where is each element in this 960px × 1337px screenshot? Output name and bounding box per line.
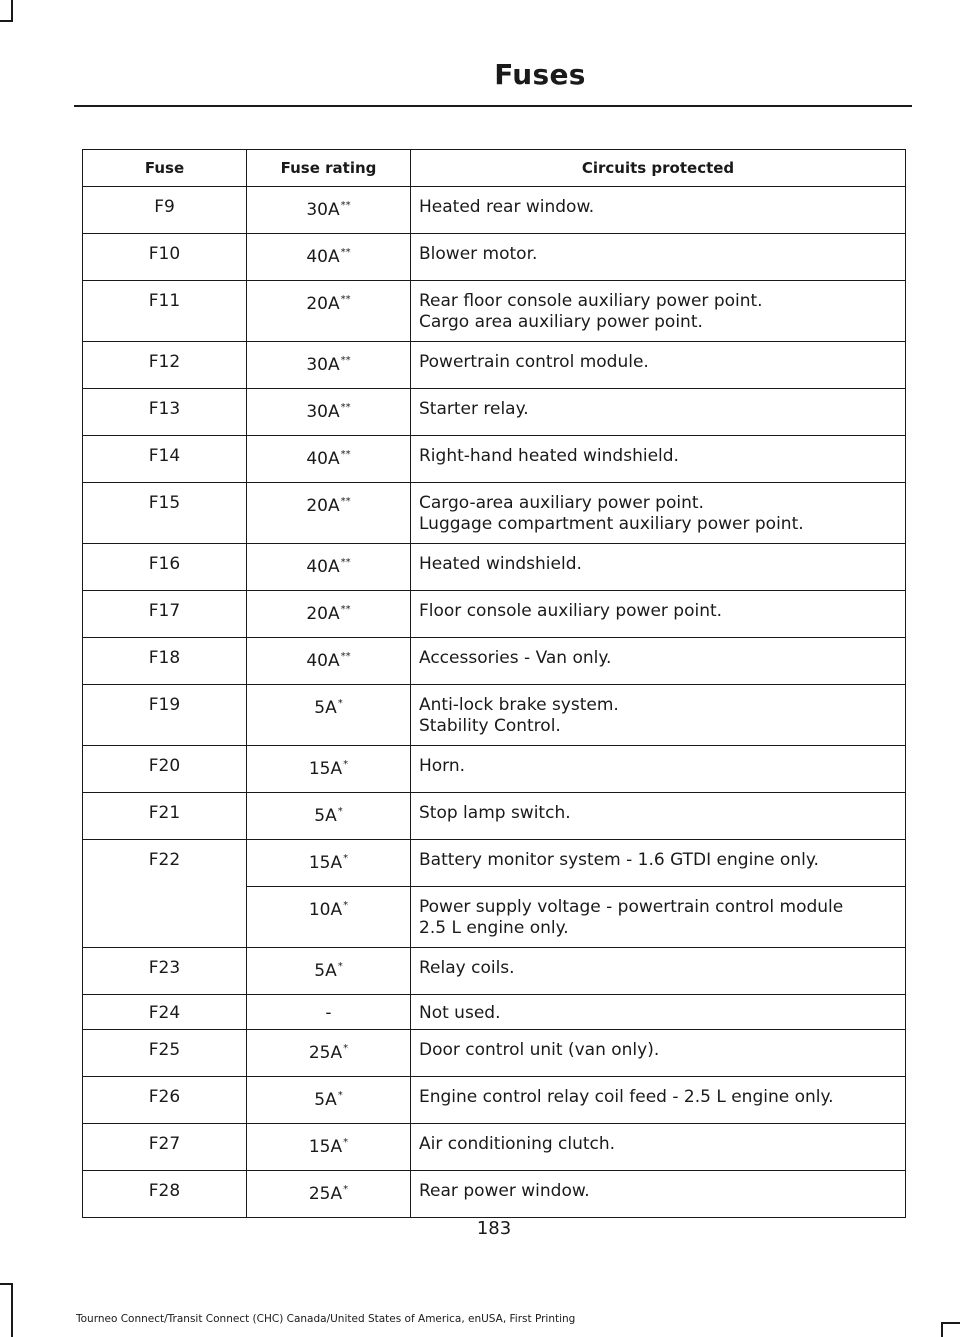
fuse-cell: F20 xyxy=(83,746,247,793)
fuse-rating-cell xyxy=(247,1030,411,1077)
fuse-rating-value: 25A xyxy=(308,1043,343,1063)
circuits-protected-cell xyxy=(411,234,906,281)
fuse-rating-value: 30A xyxy=(306,355,340,375)
fuse-rating-value: 30A xyxy=(306,200,340,220)
circuits-protected-cell xyxy=(411,840,906,887)
title-divider xyxy=(74,105,912,107)
table-row xyxy=(83,995,906,1030)
fuse-rating-value: 25A xyxy=(308,1184,343,1204)
table-row xyxy=(83,591,906,638)
circuits-protected-cell xyxy=(411,1124,906,1171)
circuit-description: Luggage compartment auxiliary power point. xyxy=(419,514,804,534)
fuse-rating-cell xyxy=(247,234,411,281)
circuits-protected-cell xyxy=(411,187,906,234)
fuse-rating-cell xyxy=(247,281,411,342)
fuse-cell: F13 xyxy=(83,389,247,436)
fuse-cell: F12 xyxy=(83,342,247,389)
fuse-rating-value: 5A xyxy=(314,806,337,826)
circuit-description: Floor console auxiliary power point. xyxy=(419,601,723,621)
crop-mark-bottom-left-horizontal xyxy=(0,1283,13,1285)
table-row xyxy=(83,1030,906,1077)
fuse-cell: F11 xyxy=(83,281,247,342)
fuse-cell: F19 xyxy=(83,685,247,746)
rating-footnote-mark: * xyxy=(337,961,343,973)
rating-footnote-mark: ** xyxy=(340,294,351,306)
fuse-rating-value: 5A xyxy=(314,698,337,718)
rating-footnote-mark: ** xyxy=(340,557,351,569)
circuit-description: Heated windshield. xyxy=(419,554,582,574)
table-row xyxy=(83,483,906,544)
table-row xyxy=(83,840,906,887)
fuse-rating-cell xyxy=(247,840,411,887)
table-row xyxy=(83,638,906,685)
circuit-description: Starter relay. xyxy=(419,399,529,419)
rating-footnote-mark: * xyxy=(343,759,349,771)
table-row xyxy=(83,685,906,746)
circuits-protected-cell xyxy=(411,591,906,638)
circuits-protected-cell xyxy=(411,746,906,793)
fuse-rating-value: 15A xyxy=(308,759,343,779)
fuse-rating-value: 40A xyxy=(306,557,340,577)
fuse-cell: F10 xyxy=(83,234,247,281)
circuit-description: Horn. xyxy=(419,756,466,776)
fuse-cell: F23 xyxy=(83,948,247,995)
circuits-protected-cell xyxy=(411,638,906,685)
rating-footnote-mark: * xyxy=(343,1043,349,1055)
rating-footnote-mark: * xyxy=(337,698,343,710)
fuse-rating-value: 10A xyxy=(308,900,343,920)
fuse-rating-value: 20A xyxy=(306,496,340,516)
circuits-protected-cell xyxy=(411,948,906,995)
circuits-protected-cell xyxy=(411,544,906,591)
circuit-description: Anti-lock brake system. xyxy=(419,695,619,715)
fuse-table xyxy=(82,149,906,1218)
table-row xyxy=(83,281,906,342)
circuit-description: Cargo area auxiliary power point. xyxy=(419,312,703,332)
circuits-protected-cell xyxy=(411,1077,906,1124)
fuse-cell: F16 xyxy=(83,544,247,591)
page-title: Fuses xyxy=(494,58,586,91)
fuse-rating-value: 20A xyxy=(306,294,340,314)
fuse-rating-cell xyxy=(247,483,411,544)
page-number: 183 xyxy=(476,1218,512,1239)
circuits-protected-cell xyxy=(411,342,906,389)
fuse-cell: F21 xyxy=(83,793,247,840)
circuit-description: Stop lamp switch. xyxy=(419,803,571,823)
table-row xyxy=(83,1171,906,1218)
circuits-protected-cell xyxy=(411,483,906,544)
fuse-cell: F17 xyxy=(83,591,247,638)
rating-footnote-mark: * xyxy=(337,806,343,818)
fuse-rating-value: 40A xyxy=(306,449,340,469)
fuse-rating-cell xyxy=(247,342,411,389)
table-row xyxy=(83,1077,906,1124)
circuit-description: Battery monitor system - 1.6 GTDI engine only. xyxy=(419,850,819,870)
fuse-rating-cell xyxy=(247,638,411,685)
circuits-protected-cell xyxy=(411,1030,906,1077)
fuse-cell xyxy=(83,887,247,948)
fuse-rating-cell xyxy=(247,436,411,483)
crop-mark-bottom-right-vertical xyxy=(941,1322,943,1337)
circuit-description: Heated rear window. xyxy=(419,197,595,217)
table-header-row xyxy=(83,150,906,187)
circuit-description: 2.5 L engine only. xyxy=(419,918,569,938)
rating-footnote-mark: ** xyxy=(340,651,351,663)
rating-footnote-mark: * xyxy=(343,900,349,912)
circuits-protected-cell xyxy=(411,281,906,342)
fuse-cell: F26 xyxy=(83,1077,247,1124)
table-row xyxy=(83,793,906,840)
table-row xyxy=(83,948,906,995)
crop-mark-bottom-left-vertical xyxy=(11,1283,13,1337)
fuse-cell: F24 xyxy=(83,995,247,1030)
circuit-description: Accessories - Van only. xyxy=(419,648,612,668)
fuse-rating-cell xyxy=(247,1124,411,1171)
fuse-rating-cell xyxy=(247,685,411,746)
circuits-protected-cell xyxy=(411,436,906,483)
fuse-rating-cell xyxy=(247,544,411,591)
rating-footnote-mark: * xyxy=(343,853,349,865)
table-row xyxy=(83,389,906,436)
fuse-cell: F14 xyxy=(83,436,247,483)
column-header-circuits-protected: Circuits protected xyxy=(411,150,906,187)
fuse-rating-value: 30A xyxy=(306,402,340,422)
circuit-description: Relay coils. xyxy=(419,958,515,978)
circuit-description: Cargo-area auxiliary power point. xyxy=(419,493,704,513)
table-row xyxy=(83,544,906,591)
rating-footnote-mark: ** xyxy=(340,247,351,259)
circuit-description: Blower motor. xyxy=(419,244,538,264)
table-row xyxy=(83,342,906,389)
fuse-cell: F15 xyxy=(83,483,247,544)
fuse-rating-value: 5A xyxy=(314,961,337,981)
fuse-cell: F9 xyxy=(83,187,247,234)
rating-footnote-mark: * xyxy=(343,1184,349,1196)
fuse-rating-value: 15A xyxy=(308,853,343,873)
fuse-rating-cell xyxy=(247,746,411,793)
circuits-protected-cell xyxy=(411,793,906,840)
crop-mark-top-left-horizontal xyxy=(0,20,13,22)
fuse-rating-value: 5A xyxy=(314,1090,337,1110)
rating-footnote-mark: * xyxy=(343,1137,349,1149)
rating-footnote-mark: ** xyxy=(340,496,351,508)
circuit-description: Not used. xyxy=(419,1003,501,1023)
publication-footer: Tourneo Connect/Transit Connect (CHC) Canada/United States of America, enUSA, First Printing xyxy=(76,1313,576,1325)
table-row xyxy=(83,1124,906,1171)
circuit-description: Powertrain control module. xyxy=(419,352,649,372)
crop-mark-top-left-vertical xyxy=(11,0,13,22)
circuits-protected-cell xyxy=(411,887,906,948)
circuit-description: Right-hand heated windshield. xyxy=(419,446,679,466)
fuse-rating-cell xyxy=(247,887,411,948)
fuse-rating-cell xyxy=(247,995,411,1030)
fuse-rating-value: - xyxy=(325,1003,332,1023)
fuse-rating-cell xyxy=(247,1077,411,1124)
fuse-table-body xyxy=(83,187,906,1218)
fuse-rating-cell xyxy=(247,591,411,638)
circuit-description: Power supply voltage - powertrain control module xyxy=(419,897,844,917)
fuse-cell: F22 xyxy=(83,840,247,887)
table-row xyxy=(83,746,906,793)
circuit-description: Engine control relay coil feed - 2.5 L engine only. xyxy=(419,1087,834,1107)
table-row xyxy=(83,234,906,281)
rating-footnote-mark: ** xyxy=(340,604,351,616)
fuse-rating-cell xyxy=(247,793,411,840)
fuse-cell: F28 xyxy=(83,1171,247,1218)
table-row xyxy=(83,436,906,483)
crop-mark-bottom-right-horizontal xyxy=(941,1322,960,1324)
fuse-cell: F18 xyxy=(83,638,247,685)
fuse-rating-value: 40A xyxy=(306,651,340,671)
fuse-cell: F27 xyxy=(83,1124,247,1171)
fuse-rating-value: 15A xyxy=(308,1137,343,1157)
rating-footnote-mark: ** xyxy=(340,355,351,367)
fuse-rating-cell xyxy=(247,1171,411,1218)
fuse-rating-cell xyxy=(247,948,411,995)
circuit-description: Air conditioning clutch. xyxy=(419,1134,616,1154)
circuit-description: Stability Control. xyxy=(419,716,561,736)
column-header-fuse: Fuse xyxy=(83,150,247,187)
rating-footnote-mark: ** xyxy=(340,402,351,414)
circuits-protected-cell xyxy=(411,1171,906,1218)
table-row xyxy=(83,887,906,948)
rating-footnote-mark: ** xyxy=(340,449,351,461)
rating-footnote-mark: ** xyxy=(340,200,351,212)
column-header-fuse-rating: Fuse rating xyxy=(247,150,411,187)
fuse-cell: F25 xyxy=(83,1030,247,1077)
circuits-protected-cell xyxy=(411,995,906,1030)
fuse-rating-value: 40A xyxy=(306,247,340,267)
fuse-rating-value: 20A xyxy=(306,604,340,624)
fuse-rating-cell xyxy=(247,187,411,234)
circuit-description: Rear floor console auxiliary power point. xyxy=(419,291,763,311)
rating-footnote-mark: * xyxy=(337,1090,343,1102)
circuits-protected-cell xyxy=(411,389,906,436)
circuit-description: Door control unit (van only). xyxy=(419,1040,660,1060)
circuits-protected-cell xyxy=(411,685,906,746)
fuse-rating-cell xyxy=(247,389,411,436)
circuit-description: Rear power window. xyxy=(419,1181,590,1201)
table-row xyxy=(83,187,906,234)
